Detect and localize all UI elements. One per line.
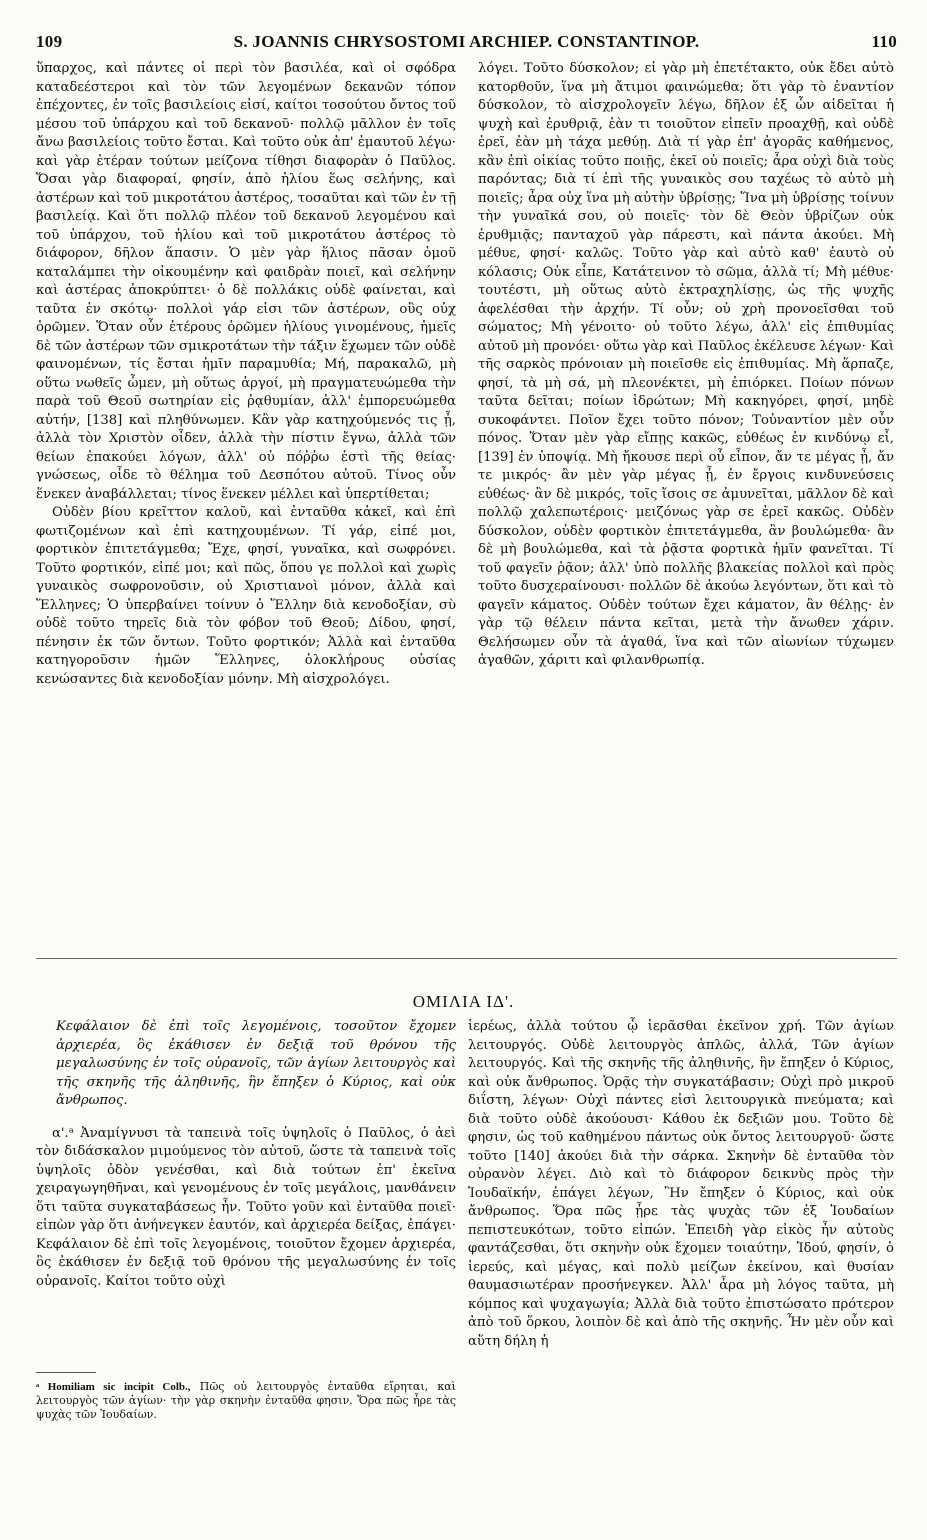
paragraph: ἱερέως, ἀλλὰ τούτου ᾧ ἱερᾶσθαι ἐκεῖνον χρή. Τῶν ἁγίων λειτουργός. Οὐδὲ λειτουργὸς ἁπλῶς, ἀλλά, Τῶν ἁγίων λειτουργός. Καὶ τῆς σκηνῆς τῆς ἀληθινῆς, ἣν ἔπηξεν ὁ Κύριος, καὶ οὐκ ἄνθρωπος. Ὁρᾷς τὴν συγκατάβασιν; Οὐχὶ πρὸ μικροῦ διΐστη, λέγων· Οὐχὶ πάντες εἰσὶ λειτουργικὰ πνεύματα; καὶ διὰ τοῦτο οὐδὲ ἀκούουσι· Κάθου ἐκ δεξιῶν μου. Τοῦτο δὲ φησιν, ὡς τοῦ καθημένου πάντως οὐκ ὄντος λειτουργοῦ· ὥστε τοῦτο [140] ἀκούει διὰ τὴν σάρκα. Σκηνὴν δὲ ἐνταῦθα τὸν οὐρανὸν λέγει. Διὸ καὶ τὸ διάφορον δεικνὺς πρὸς τὴν Ἰουδαϊκήν, ἐπάγει λέγων, Ἣν ἔπηξεν ὁ Κύριος, καὶ οὐκ ἄνθρωπος. Ὅρα πῶς ᾖρε τὰς ψυχὰς τῶν ἐξ Ἰουδαίων πεπιστευκότων, τοῦτο εἰπών. Ἐπειδὴ γὰρ εἰκὸς ἦν αὐτοὺς φαντάζεσθαι, ὅτι σκηνὴν οὐκ ἔχομεν τοιαύτην, Ἰδού, φησίν, ὁ ἱερεύς, καὶ μέγας, καὶ πολὺ μείζων ἐκείνου, καὶ θυσίαν θαυμασιωτέραν προσήνεγκεν. Ἀλλ' ἆρα μὴ λόγος ταῦτα, μὴ κόμπος καὶ ψυχαγωγία; Ἀλλὰ διὰ τοῦτο ἐπιστώσατο πρότερον ἀπὸ τοῦ ὅρκου, λοιπὸν δὲ καὶ ἀπὸ τῆς σκηνῆς. Ἦν μὲν οὖν καὶ αὕτη δήλη ἡ	[468, 1019, 894, 1349]
lower-left-column	[36, 1018, 456, 1291]
section-divider	[36, 958, 897, 959]
upper-right-column	[478, 60, 894, 671]
paragraph: λόγει. Τοῦτο δύσκολον; εἰ γὰρ μὴ ἐπετέτακτο, οὐκ ἔδει αὐτὸ κατορθοῦν, ἵνα μὴ ἄτιμοι φαινώμεθα; ὅτι γὰρ τὸ ἐναντίον δύσκολον, τὸ αἰσχρολογεῖν λέγω, δῆλον ἐξ ὧν αἰδεῖται ἡ ψυχὴ καὶ ἐρυθριᾷ, ἐὰν τι τοιοῦτον εἰπεῖν προαχθῇ, καὶ οὐδὲ ἐρεῖ, ἐὰν μὴ τάχα μεθύῃ. Διὰ τί γὰρ ἐπ' ἀγορᾶς καθήμενος, κἂν ἐπὶ οἰκίας τοῦτο ποιῇς, ἐκεῖ οὐ ποιεῖς; ἆρα οὐχὶ διὰ τοὺς παρόντας; διὰ τί ἐπὶ τῆς γυναικὸς σου ταχέως τὸ αὐτὸ μὴ ποιεῖς; ἆρα οὐχ ἵνα μὴ αὐτὴν ὑβρίσῃς; Ἵνα μὴ ὑβρίσῃς τοίνυν τὴν γυναῖκά σου, οὐ ποιεῖς· τὸν δὲ Θεὸν ὑβρίζων οὐκ ἐρυθμιᾷς; πανταχοῦ γὰρ πάρεστι, καὶ πάντα ἀκούει. Μὴ μέθυε, φησί· καλῶς. Τοῦτο γὰρ καὶ αὐτὸ καθ' ἑαυτὸ οὐ κόλασις; Οὐκ εἶπε, Κατάτεινον τὸ σῶμα, ἀλλὰ τί; Μὴ μέθυε· τουτέστι, μὴ οὕτως αὐτὸ ἐκτραχηλίσῃς, ὡς τῆς ψυχῆς ἀφελέσθαι τὴν ἀρχήν. Τί οὖν; οὐ χρὴ προνοεῖσθαι τοῦ σώματος; Μὴ γένοιτο· οὐ τοῦτο λέγω, ἀλλ' εἰς ἐπιθυμίας αὐτοῦ μὴ προνόει· οὕτω γὰρ καὶ Παῦλος ἐκέλευσε λέγων· Καὶ τῆς σαρκὸς πρόνοιαν μὴ ποιεῖσθε εἰς ἐπιθυμίας. Μὴ ἅρπαζε, φησί, τὰ μὴ σά, μὴ πλεονέκτει, μὴ ἐπιόρκει. Ποίων πόνων ταῦτα δεῖται; ποίων ἱδρώτων; Μὴ κακηγόρει, φησί, μηδὲ συκοφάντει. Ποῖον ἔχει τοῦτο πόνον; Τοὐναντίον μὲν οὖν πόνος. Ὅταν μὲν γὰρ εἴπῃς κακῶς, εὐθέως ἐν κινδύνῳ εἶ, [139] ἐν ὑποψίᾳ. Μὴ ἤκουσε περὶ οὗ εἶπον, ἄν τε μέγας ᾖ, ἄν τε μικρός· ἂν μὲν γὰρ μέγας ᾖ, ἐν ἔργοις κινδυνεύσεις εὐθέως· ἂν δὲ μικρός, τοῖς ἴσοις σε ἀμυνεῖται, μᾶλλον δὲ καὶ πολλῷ χαλεπωτέροις· μειζόνως γὰρ σε ἐρεῖ κακῶς. Οὐδὲν δύσκολον, οὐδὲν φορτικὸν ἐπιτετάγμεθα, ἂν βουλώμεθα· ἂν δὲ μὴ βουλώμεθα, καὶ τὰ ῥᾷστα φορτικὰ ἡμῖν φανεῖται. Τί τοῦ φαγεῖν ῥᾷον; ἀλλ' ὑπὸ πολλῆς βλακείας πολλοὶ καὶ πρὸς τοῦτο δυσχεραίνουσι· πολλῶν δὲ ἀκούω λεγόντων, ὅτι καὶ τὸ φαγεῖν κάματος. Οὐδὲν τούτων ἔχει κάματον, ἂν θέλῃς· ἐν γὰρ τῷ θέλειν πάντα κεῖται, μετὰ τὴν ἄνωθεν χάριν. Θελήσωμεν οὖν τὰ ἀγαθά, ἵνα καὶ τῶν αἰωνίων τύχωμεν ἀγαθῶν, χάριτι καὶ φιλανθρωπίᾳ.	[478, 61, 894, 668]
page-header	[36, 32, 897, 56]
footnote	[36, 1380, 456, 1422]
page-number-left: 109	[36, 32, 63, 51]
paragraph: Οὐδὲν βίου κρεῖττον καλοῦ, καὶ ἐνταῦθα κἀκεῖ, καὶ ἐπὶ φωτιζομένων καὶ ἐπὶ κατηχουμένων. Τί γάρ, εἰπέ μοι, φορτικὸν ἐπιτετάγμεθα; Ἔχε, φησί, γυναῖκα, καὶ σωφρόνει. Τοῦτο φορτικόν, εἰπέ μοι; καὶ πῶς, ὅπου γε πολλοὶ καὶ χωρὶς γυναικὸς σωφρονοῦσιν, οὐ Χριστιανοὶ μόνον, ἀλλὰ καὶ Ἕλληνες; Ὁ ὑπερβαίνει τοίνυν ὁ Ἕλλην διὰ κενοδοξίαν, σὺ οὐδὲ τοῦτο τηρεῖς διὰ τὸν φόβον τοῦ Θεοῦ; Δίδου, φησί, πένησιν ἐκ τῶν ὄντων. Τοῦτο φορτικόν; Ἀλλὰ καὶ ἐνταῦθα κατηγοροῦσιν ἡμῶν Ἕλληνες, ὁλοκλήρους οὐσίας κενώσαντες διὰ κενοδοξίαν μόνην. Μὴ αἰσχρολόγει.	[36, 505, 456, 687]
homily-title: ΟΜΙΛΙΑ ΙΔ'.	[412, 992, 515, 1011]
footnote-label: ᵃ Homiliam sic incipit Colb.,	[36, 1381, 191, 1393]
lower-right-column	[468, 1018, 894, 1351]
running-title: S. JOANNIS CHRYSOSTOMI ARCHIEP. CONSTANTINOP.	[233, 32, 700, 51]
paragraph: α'.ᵃ Ἀναμίγνυσι τὰ ταπεινὰ τοῖς ὑψηλοῖς ὁ Παῦλος, ὁ ἀεὶ τὸν διδάσκαλον μιμούμενος τὸν αὐτοῦ, ὥστε τὰ ταπεινὰ τοῖς ὑψηλοῖς ὁδὸν γενέσθαι, καὶ διὰ τούτων ἐπ' ἐκεῖνα χειραγωγηθῆναι, καὶ γενομένους ἐν τοῖς μεγάλοις, μανθάνειν ὅτι ταῦτα συγκαταβάσεως ἦν. Τοῦτο γοῦν καὶ ἐνταῦθα ποιεῖ· εἰπὼν γὰρ ὅτι ἀνήνεγκεν ἑαυτόν, καὶ ἀρχιερέα δείξας, ἐπάγει· Κεφάλαιον δὲ ἐπὶ τοῖς λεγομένοις, τοιοῦτον ἔχομεν ἀρχιερέα, ὃς ἐκάθισεν ἐν δεξιᾷ τοῦ θρόνου τῆς μεγαλωσύνης ἐν τοῖς οὐρανοῖς. Καίτοι τοῦτο οὐχὶ	[36, 1125, 456, 1289]
upper-left-column	[36, 60, 456, 689]
paragraph: ὕπαρχος, καὶ πάντες οἱ περὶ τὸν βασιλέα, καὶ οἱ σφόδρα καταδεέστεροι καὶ τὸν τῶν λεγομένων δεκανῶν τόπον ἐπέχοντες, ἐν τοῖς βασιλείοις εἰσί, καίτοι τοσούτου ὄντος τοῦ μέσου τοῦ ὑπάρχου καὶ τοῦ δεκανοῦ· πολλῷ μᾶλλον ἐν τοῖς ἄνω βασιλείοις τοῦτο ἔσται. Καὶ τοῦτο οὐκ ἀπ' ἐμαυτοῦ λέγω· καὶ γὰρ ἑτέραν τούτων μείζονα τίθησι διαφορὰν ὁ Παῦλος. Ὅσαι γὰρ διαφοραί, φησίν, ἀπὸ ἡλίου ἕως σελήνης, καὶ ἀστέρων καὶ τοῦ μικροτάτου ἀστέρος, τοσαῦται καὶ τῶν ἐν τῇ βασιλείᾳ. Καὶ ὅτι πολλῷ πλέον τοῦ δεκανοῦ λεγομένου καὶ τοῦ ὑπάρχου, τοῦ ἡλίου καὶ τοῦ μικροτάτου ἀστέρος τὸ διάφορον, δῆλον ἅπασιν. Ὁ μὲν γὰρ ἥλιος πᾶσαν ὁμοῦ καταλάμπει τὴν οἰκουμένην καὶ φαιδρὰν ποιεῖ, καὶ σελήνην καὶ ἀστέρας ἀποκρύπτει· ὁ δὲ πολλάκις οὐδὲ φαίνεται, καὶ ταῦτα ἐν σκότῳ· πολλοὶ γάρ εἰσι τῶν ἀστέρων, οὓς οὐχ ὁρῶμεν. Ὅταν οὖν ἑτέρους ὁρῶμεν ἡλίους γινομένους, ἡμεῖς δὲ τῶν ἀστέρων τῶν σμικροτάτων τὴν τάξιν ἔχωμεν τῶν οὐδὲ φαινομένων, τίς ἔσται ἡμῖν παραμυθία; Μή, παρακαλῶ, μὴ οὕτω νωθεῖς ὦμεν, μὴ οὕτως ἀργοί, μὴ πραγματευώμεθα τὴν παρὰ τοῦ Θεοῦ σωτηρίαν εἰς ῥᾳθυμίαν, ἀλλ' ἐμπορευώμεθα αὐτήν, [138] καὶ πληθύνωμεν. Κἂν γὰρ κατηχούμενός τις ᾖ, ἀλλὰ τὸν Χριστὸν οἶδεν, ἀλλὰ τὴν πίστιν ἔγνω, ἀλλὰ τῶν θείων ἐπακούει λόγων, ἀλλ' οὐ πόῤῥω ἐστὶ τῆς θείας· γνώσεως, οἶδε τὸ θέλημα τοῦ Δεσπότου αὐτοῦ. Τίνος οὖν ἕνεκεν ἀναβάλλεται; τίνος ἕνεκεν μέλλει καὶ ὑπερτίθεται;	[36, 61, 456, 502]
footnote-rule	[36, 1372, 96, 1373]
page-number-right: 110	[871, 32, 897, 51]
homily-summary: Κεφάλαιον δὲ ἐπὶ τοῖς λεγομένοις, τοσοῦτον ἔχομεν ἀρχιερέα, ὃς ἐκάθισεν ἐν δεξιᾷ τοῦ θρόνου τῆς μεγαλωσύνης ἐν τοῖς οὐρανοῖς, τῶν ἁγίων λειτουργὸς καὶ τῆς σκηνῆς τῆς ἀληθινῆς, ἣν ἔπηξεν ὁ Κύριος, καὶ οὐκ ἄνθρωπος.	[56, 1019, 456, 1108]
footnote-text: Πῶς οὐ λειτουργὸς ἐνταῦθα εἴρηται, καὶ λειτουργὸς τῶν ἁγίων· τὴν γὰρ σκηνὴν ἐνταῦθα φησιν. Ὅρα πῶς ἦρε τὰς ψυχὰς τῶν Ἰουδαίων.	[36, 1380, 456, 1421]
